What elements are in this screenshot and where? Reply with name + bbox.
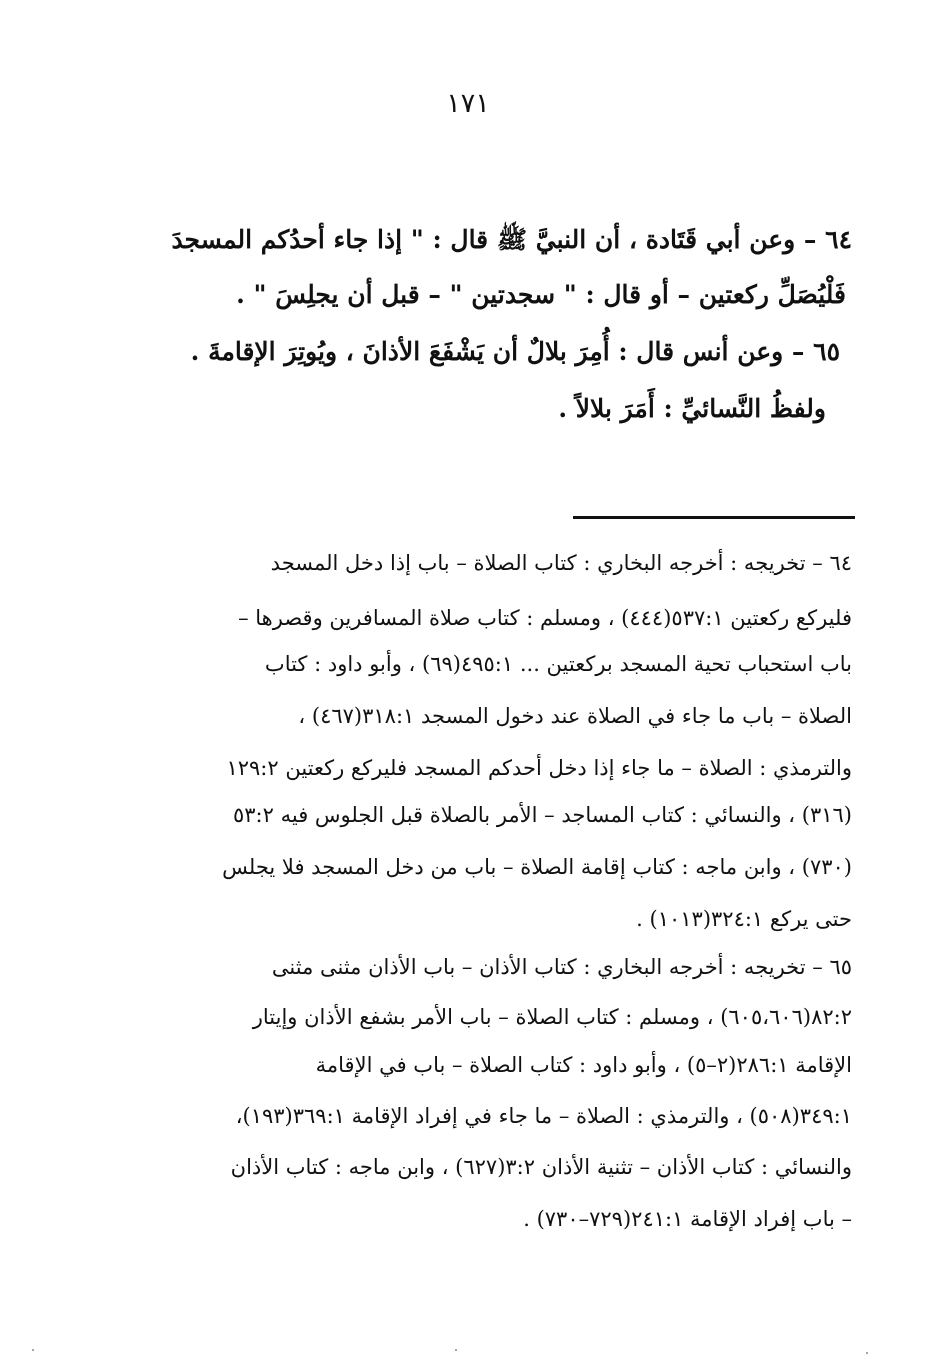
footnote-line: ٣٤٩:١(٥٠٨) ، والترمذي : الصلاة – ما جاء في إفراد الإقامة ٣٦٩:١(١٩٣)، [235,1104,852,1128]
footnote-line: ٦٤ – تخريجه : أخرجه البخاري : كتاب الصلاة – باب إذا دخل المسجد [270,551,852,575]
footnote-line: الصلاة – باب ما جاء في الصلاة عند دخول المسجد ٣١٨:١(٤٦٧) ، [298,704,852,728]
footnote-line: ٨٢:٢(٦٠٥،٦٠٦) ، ومسلم : كتاب الصلاة – باب الأمر بشفع الأذان وإيتار [252,1005,852,1029]
footnote-line: ٦٥ – تخريجه : أخرجه البخاري : كتاب الأذان – باب الأذان مثنى مثنى [271,955,852,979]
hadith-line: فَلْيُصَلِّ ركعتين – أو قال : " سجدتين " – قبل أن يجلِسَ " . [236,280,846,309]
footnote-line: (٧٣٠) ، وابن ماجه : كتاب إقامة الصلاة – باب من دخل المسجد فلا يجلس [222,855,852,879]
hadith-line: ٦٤ – وعن أبي قَتَادة ، أن النبيَّ ﷺ قال : " إذا جاء أحدُكم المسجدَ [171,225,852,254]
scan-speck [455,1349,457,1351]
footnote-line: والترمذي : الصلاة – ما جاء إذا دخل أحدكم المسجد فليركع ركعتين ١٢٩:٢ [226,756,852,780]
footnote-divider [573,516,855,519]
hadith-line: ٦٥ – وعن أنس قال : أُمِرَ بلالٌ أن يَشْفَعَ الأذانَ ، ويُوتِرَ الإقامةَ . [190,337,840,366]
footnote-line: الإقامة ٢٨٦:١(٢–٥) ، وأبو داود : كتاب الصلاة – باب في الإقامة [315,1053,852,1077]
footnote-line: فليركع ركعتين ٥٣٧:١(٤٤٤) ، ومسلم : كتاب صلاة المسافرين وقصرها – [238,606,852,630]
scan-speck [32,1349,34,1351]
footnote-line: – باب إفراد الإقامة ٢٤١:١(٧٢٩–٧٣٠) . [523,1207,852,1231]
footnote-line: حتى يركع ٣٢٤:١(١٠١٣) . [636,907,852,931]
page-number: ١٧١ [446,88,490,119]
footnote-line: (٣١٦) ، والنسائي : كتاب المساجد – الأمر بالصلاة قبل الجلوس فيه ٥٣:٢ [233,803,852,827]
scan-speck [866,1352,868,1354]
footnote-line: والنسائي : كتاب الأذان – تثنية الأذان ٣:٢(٦٢٧) ، وابن ماجه : كتاب الأذان [230,1155,852,1179]
footnote-line: باب استحباب تحية المسجد بركعتين ... ٤٩٥:١(٦٩) ، وأبو داود : كتاب [264,652,852,676]
hadith-line: ولفظُ النَّسائيِّ : أَمَرَ بلالاً . [558,394,826,423]
